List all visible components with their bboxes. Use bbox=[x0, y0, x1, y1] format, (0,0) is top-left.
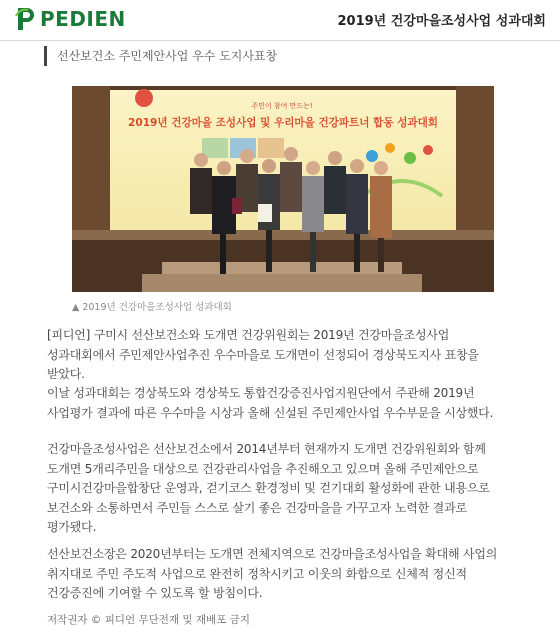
award-ceremony-photo bbox=[72, 86, 494, 292]
article-paragraph-4: 선산보건소장은 2020년부터는 도개면 전체지역으로 건강마을조성사업을 확대해 사업의 취지대로 주민 주도적 사업으로 완전히 정착시키고 이웃의 화합으로 신체적 정신적 건강증진에 기여할 수 있도록 할 방침이다. bbox=[47, 547, 498, 600]
pedien-logo-icon bbox=[14, 6, 36, 32]
article-paragraph-1: [피디언] 구미시 선산보건소와 도개면 건강위원회는 2019년 건강마을조성사업 성과대회에서 주민제안사업추진 우수마을로 도개면이 선정되어 경상북도지사 표창을 받았다. bbox=[47, 328, 479, 381]
photo-caption: ▲ 2019년 건강마을조성사업 성과대회 bbox=[72, 302, 232, 313]
section-title: 선산보건소 주민제안사업 우수 도지사표창 bbox=[44, 46, 277, 66]
article-paragraph-2: 이날 성과대회는 경상북도와 경상북도 통합건강증진사업지원단에서 주관해 2019년 사업평가 결과에 따른 우수마을 시상과 올해 신설된 주민제안사업 우수부문을 시상했다. bbox=[47, 386, 494, 420]
banner-small-text: 주민이 참여 만드는! bbox=[251, 102, 313, 110]
article-photo bbox=[72, 86, 494, 292]
logo-text: PEDIEN bbox=[40, 7, 126, 31]
banner-main-text: 2019년 건강마을 조성사업 및 우리마을 건강파트너 합동 성과대회 bbox=[128, 116, 452, 129]
site-logo[interactable] bbox=[14, 5, 126, 33]
copyright-notice: 저작권자 © 피디언 무단전재 및 재배포 금지 bbox=[47, 614, 250, 626]
article-header-title: 2019년 건강마을조성사업 성과대회 bbox=[337, 14, 546, 29]
article-paragraph-3: 건강마을조성사업은 선산보건소에서 2014년부터 현재까지 도개면 건강위원회와 함께 도개면 5개리주민을 대상으로 건강관리사업을 추진해오고 있으며 올해 주민제안으로 구미시건강마을합창단 운영과, 걷기코스 환경정비 및 걷기대회 활성화에 관한 내용으로 보건소와 소통하면서 주민들 스스로 살기 좋은 건강마을을 가꾸고자 노력한 결과로 평가됐다. bbox=[47, 442, 490, 534]
site-header bbox=[0, 0, 560, 41]
